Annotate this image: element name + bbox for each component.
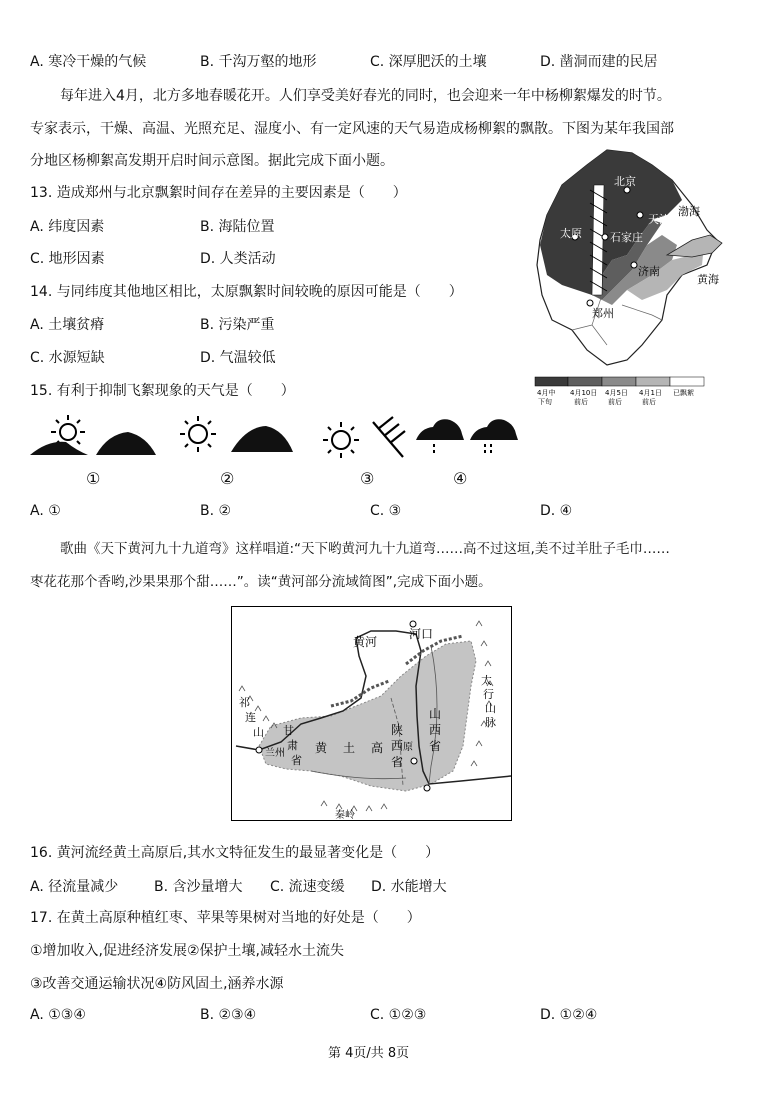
- q17-option-d: D. ①②④: [540, 1007, 598, 1023]
- q17-option-b: B. ②③④: [200, 1007, 257, 1023]
- label-qinling: 秦岭: [335, 810, 355, 821]
- legend-3-line1: 4月5日: [605, 389, 628, 397]
- label-lanzhou: 兰州: [265, 748, 285, 759]
- weather-4-cloud-icon: [416, 419, 464, 440]
- label-lian: 连: [245, 711, 256, 724]
- q14-option-c: C. 水源短缺: [30, 350, 105, 366]
- weather-symbols: [28, 412, 528, 462]
- weather-4-rain-icon: [433, 444, 435, 453]
- passage2-line1: 歌曲《天下黄河九十九道弯》这样唱道:“天下哟黄河九十九道弯……高不过这垣,美不过羊肚子毛巾……: [60, 541, 670, 557]
- label-su: 肃: [287, 739, 298, 752]
- weather-2-sun-icon: [180, 416, 216, 452]
- label-shan1: 山: [485, 702, 496, 715]
- passage2-line2: 枣花花那个香哟,沙果果那个甜……”。读“黄河部分流域简图”,完成下面小题。: [30, 574, 492, 590]
- legend-2-line1: 4月10日: [570, 389, 598, 397]
- label-qi: 祁: [239, 696, 250, 709]
- label-shijiazhuang: 石家庄: [610, 231, 643, 244]
- weather-4b-rain-icon: [484, 444, 492, 453]
- label-shaanxi-1: 陕: [391, 723, 404, 737]
- weather-3-wind-icon: [373, 417, 405, 457]
- page-footer: 第 4页/共 8页: [328, 1046, 410, 1061]
- label-huang: 黄: [315, 741, 328, 755]
- label-mai: 脉: [485, 716, 496, 729]
- lanzhou-point: [256, 747, 262, 753]
- q13-option-a: A. 纬度因素: [30, 219, 105, 235]
- catkin-onset-map: [532, 145, 728, 407]
- q16-option-d: D. 水能增大: [371, 879, 447, 895]
- q16-stem: 16. 黄河流经黄土高原后,其水文特征发生的最显著变化是（ ）: [30, 845, 440, 861]
- legend-4-line1: 4月1日: [639, 389, 662, 397]
- q15-option-d: D. ④: [540, 503, 573, 519]
- passage1-line3: 分地区杨柳絮高发期开启时间示意图。据此完成下面小题。: [30, 153, 394, 169]
- q17-statement-2: ③改善交通运输状况④防风固土,涵养水源: [30, 976, 284, 992]
- weather-1-mountain-icon: [96, 432, 156, 455]
- label-shanxi-3: 省: [429, 739, 442, 753]
- q14-option-a: A. 土壤贫瘠: [30, 317, 105, 333]
- q14-option-b: B. 污染严重: [200, 317, 275, 333]
- mountain-band: [592, 185, 604, 295]
- q14-option-d: D. 气温较低: [200, 350, 276, 366]
- q15-option-c: C. ③: [370, 503, 402, 519]
- q16-option-c: C. 流速变缓: [270, 879, 345, 895]
- passage1-line1: 每年进入4月，北方多地春暖花开。人们享受美好春光的同时，也会迎来一年中杨柳絮爆发的时节。: [60, 88, 671, 104]
- label-huanghe: 黄河: [353, 635, 378, 649]
- label-jinan: 济南: [638, 265, 660, 278]
- q17-stem: 17. 在黄土高原种植红枣、苹果等果树对当地的好处是（ ）: [30, 910, 421, 926]
- legend-5-line1: 已飘絮: [673, 389, 694, 397]
- label-hang: 行: [483, 688, 494, 701]
- label-zhengzhou: 郑州: [592, 307, 614, 320]
- q14-stem: 14. 与同纬度其他地区相比，太原飘絮时间较晚的原因可能是（ ）: [30, 284, 463, 300]
- q13-option-c: C. 地形因素: [30, 251, 105, 267]
- label-sheng: 省: [291, 754, 302, 767]
- passage1-line2: 专家表示，干燥、高温、光照充足、湿度小、有一定风速的天气易造成杨柳絮的飘散。下图为某年我国部: [30, 121, 674, 137]
- weather-4b-cloud-icon: [470, 419, 518, 440]
- label-shanxi-2: 西: [429, 723, 442, 737]
- weather-label-3: ③: [360, 469, 375, 488]
- q17-option-a: A. ①③④: [30, 1007, 86, 1023]
- q13-stem: 13. 造成郑州与北京飘絮时间存在差异的主要因素是（ ）: [30, 185, 407, 201]
- label-beijing: 北京: [614, 175, 636, 188]
- weather-2-mountain-icon: [231, 426, 293, 452]
- q13-option-d: D. 人类活动: [200, 251, 276, 267]
- label-hekou: 河口: [409, 627, 434, 641]
- sanmenxia-point: [424, 785, 430, 791]
- label-yuan: 原: [403, 742, 413, 753]
- q12-option-d: D. 凿洞而建的民居: [540, 54, 658, 70]
- label-shaanxi-3: 省: [391, 755, 404, 769]
- label-taiyuan: 太原: [560, 227, 582, 240]
- q13-option-b: B. 海陆位置: [200, 219, 275, 235]
- label-shan2: 山: [253, 726, 264, 739]
- label-gan: 甘: [283, 724, 294, 737]
- q15-option-a: A. ①: [30, 503, 61, 519]
- label-tu: 土: [343, 741, 356, 755]
- label-gao: 高: [371, 741, 384, 755]
- legend-1-line1: 4月中: [537, 389, 556, 397]
- weather-label-4: ④: [453, 469, 468, 488]
- xian-point: [411, 758, 417, 764]
- q17-statement-1: ①增加收入,促进经济发展②保护土壤,减轻水土流失: [30, 943, 345, 959]
- label-bohai: 渤海: [678, 205, 700, 218]
- label-tai: 太: [481, 674, 492, 687]
- label-shaanxi-2: 西: [391, 739, 404, 753]
- label-tianjin: 天津: [648, 213, 670, 226]
- q16-option-b: B. 含沙量增大: [154, 879, 243, 895]
- map1-legend: [535, 377, 704, 406]
- q15-option-b: B. ②: [200, 503, 232, 519]
- q15-stem: 15. 有利于抑制飞絮现象的天气是（ ）: [30, 383, 295, 399]
- legend-4-line2: 前后: [642, 398, 656, 406]
- legend-2-line2: 前后: [574, 398, 588, 406]
- q12-option-c: C. 深厚肥沃的土壤: [370, 54, 487, 70]
- q12-option-a: A. 寒冷干燥的气候: [30, 54, 147, 70]
- weather-label-1: ①: [86, 469, 101, 488]
- q16-option-a: A. 径流量减少: [30, 879, 119, 895]
- q12-option-b: B. 千沟万壑的地形: [200, 54, 317, 70]
- yellow-river-map: [231, 606, 512, 821]
- legend-1-line2: 下旬: [538, 398, 552, 406]
- label-huanghai: 黄海: [697, 273, 719, 286]
- weather-3-sun-icon: [323, 422, 359, 458]
- weather-label-2: ②: [220, 469, 235, 488]
- legend-3-line2: 前后: [608, 398, 622, 406]
- label-shanxi-1: 山: [429, 707, 442, 721]
- q17-option-c: C. ①②③: [370, 1007, 427, 1023]
